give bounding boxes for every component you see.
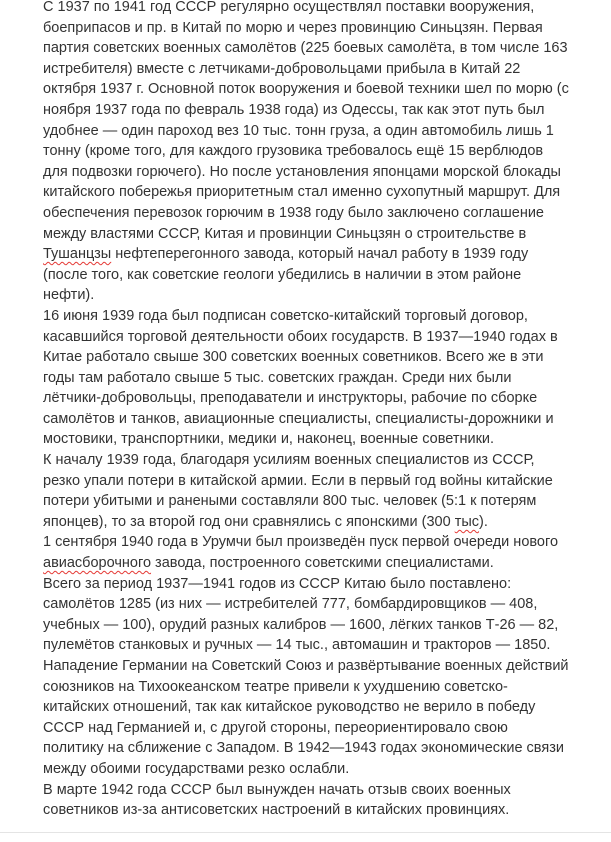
text-line: резко упали потери в китайской армии. Если в первый год войны китайские: [43, 472, 553, 489]
text-line: лётчики-добровольцы, преподаватели и инструкторы, рабочие по сборке: [43, 390, 538, 407]
text-line: годы там работало свыше 5 тыс. советских граждан. Среди них были: [43, 369, 512, 386]
text-line: ноября 1937 года по февраль 1938 года) из Одессы, так как этот путь был: [43, 101, 545, 118]
text-line: советников из-за антисоветских настроений в китайских провинциях.: [43, 802, 510, 819]
text-line: партия советских военных самолётов (225 боевых самолёта, в том числе 163: [43, 40, 568, 57]
text-line: В марте 1942 года СССР был вынужден начать отзыв своих военных: [43, 781, 511, 798]
text-line: тонну (кроме того, для каждого грузовика требовалось ещё 15 верблюдов: [43, 143, 544, 160]
text-line: пулемётов станковых и ручных — 14 тыс., автомашин и тракторов — 1850.: [43, 637, 551, 654]
text-line: политику на сближение с Западом. В 1942—1943 годах экономические связи: [43, 740, 564, 757]
text-line: С 1937 по 1941 год СССР регулярно осуществлял поставки вооружения,: [43, 0, 535, 15]
text-line: нефти).: [43, 287, 95, 304]
spellcheck-word: тыс: [454, 513, 480, 530]
text-line: союзников на Тихоокеанском театре привели к ухудшению советско-: [43, 678, 508, 695]
spellcheck-word: Тушанцзы: [43, 246, 112, 263]
spellcheck-word: авиасборочного: [43, 555, 152, 572]
text-line: для подвозки горючего). Но после установления японцами морской блокады: [43, 163, 561, 180]
text-line: самолётов и танков, авиационные специалисты, специалисты-дорожники и: [43, 410, 554, 427]
text-fragment: нефтеперегонного завода, который начал работу в 1939 году: [111, 246, 529, 263]
text-line: октября 1937 г. Основной поток вооружения и боевой техники шел по морю (с: [43, 81, 569, 98]
text-line: Всего за период 1937—1941 годов из СССР Китаю было поставлено:: [43, 575, 512, 592]
text-line: учебных — 100), орудий разных калибров — 1600, лёгких танков Т-26 — 82,: [43, 616, 559, 633]
text-line: [43, 553, 605, 574]
text-line: мостовики, транспортники, медики и, наконец, военные советники.: [43, 431, 495, 448]
text-line: удобнее — один пароход вез 10 тыс. тонн груза, а один автомобиль лишь 1: [43, 122, 554, 139]
text-line: [43, 244, 605, 265]
text-line: самолётов 1285 (из них — истребителей 777, бомбардировщиков — 408,: [43, 596, 538, 613]
text-line: 1 сентября 1940 года в Урумчи был произведён пуск первой очереди нового: [43, 534, 559, 551]
text-line: СССР над Германией и, с другой стороны, переориентировало свою: [43, 719, 508, 736]
text-line: касавшийся торговой деятельности обоих государств. В 1937—1940 годах в: [43, 328, 558, 345]
text-fragment: японцев), то за второй год они сравнялись с японскими (300: [43, 513, 455, 530]
paragraph-relations-decline: [43, 656, 605, 780]
paragraph-losses: [43, 450, 605, 532]
text-line: между властями СССР, Китая и провинции Синьцзян о строительстве в: [43, 225, 527, 242]
text-line: [43, 512, 605, 533]
text-line: истребителя) вместе с летчиками-добровольцами прибыла в Китай 22: [43, 60, 521, 77]
text-line: китайского побережья приоритетным стал именно сухопутный маршрут. Для: [43, 184, 561, 201]
text-fragment: завода, построенного советскими специалистами.: [151, 555, 494, 572]
paragraph-deliveries-total: [43, 574, 605, 656]
text-line: китайских отношений, так как китайское руководство не верило в победу: [43, 699, 536, 716]
text-line: обеспечения перевозок горючим в 1938 году было заключено соглашение: [43, 204, 544, 221]
text-line: Нападение Германии на Советский Союз и развёртывание военных действий: [43, 658, 569, 674]
paragraph-trade-treaty: [43, 306, 605, 450]
bottom-divider: [0, 832, 611, 833]
text-line: 16 июня 1939 года был подписан советско-китайский торговый договор,: [43, 307, 528, 324]
article-body: [43, 0, 605, 821]
paragraph-supplies: [43, 0, 605, 306]
text-line: К началу 1939 года, благодаря усилиям военных специалистов из СССР,: [43, 452, 535, 469]
text-line: потери убитыми и ранеными составляли 800 тыс. человек (5:1 к потерям: [43, 493, 537, 510]
text-line: боеприпасов и пр. в Китай по морю и через провинцию Синьцзян. Первая: [43, 19, 543, 36]
text-line: между обоими государствами резко ослабли.: [43, 760, 350, 777]
text-fragment: ).: [479, 513, 488, 530]
paragraph-urumqi-plant: [43, 532, 605, 573]
paragraph-advisers-recall: [43, 780, 605, 821]
text-line: (после того, как советские геологи убедились в наличии в этом районе: [43, 266, 522, 283]
text-line: Китае работало свыше 300 советских военных советников. Всего же в эти: [43, 349, 544, 366]
